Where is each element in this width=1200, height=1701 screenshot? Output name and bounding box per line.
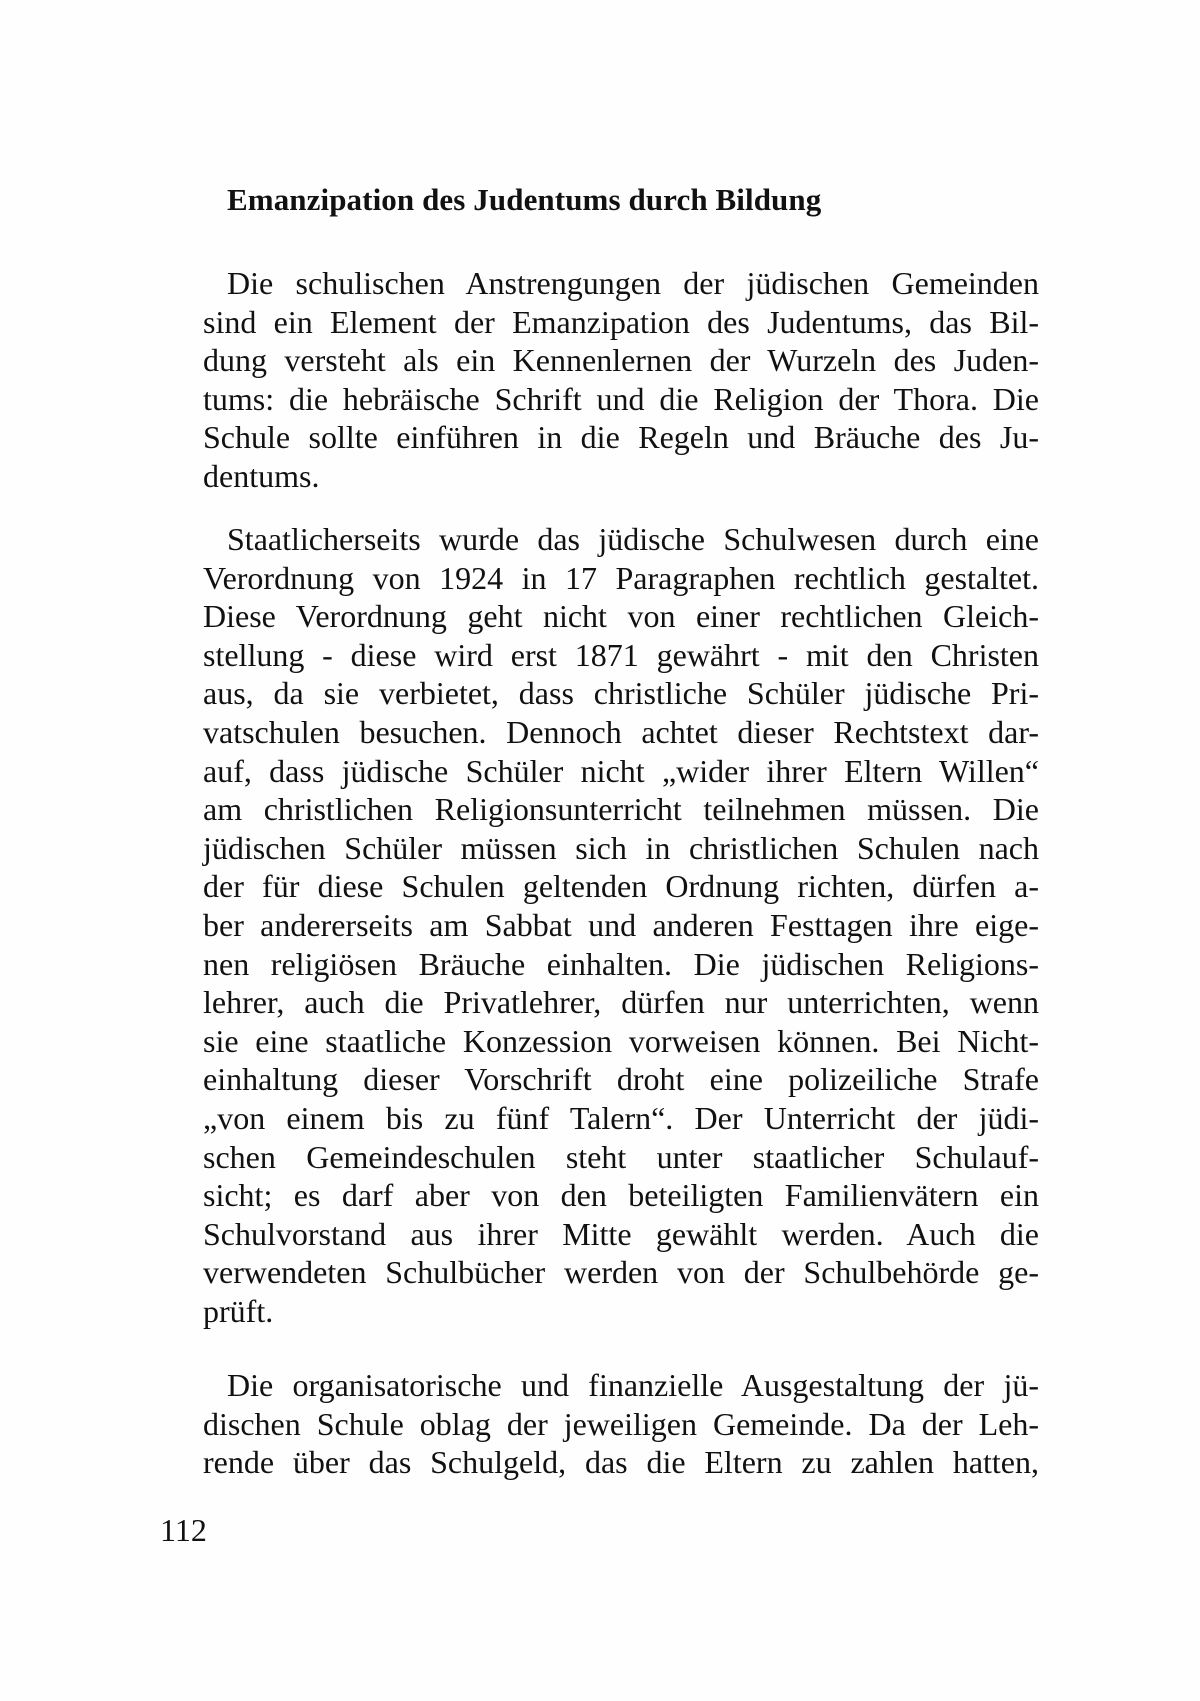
paragraph-1 — [203, 264, 1039, 496]
text-line: verwendeten Schulbücher werden von der Schulbehörde ge- — [203, 1254, 1039, 1291]
text-line: Die organisatorische und finanzielle Ausgestaltung der jü- — [227, 1367, 1039, 1403]
text-line: auf, dass jüdische Schüler nicht „wider ihrer Eltern Willen“ — [203, 752, 1039, 789]
text-line: Staatlicherseits wurde das jüdische Schulwesen durch eine — [227, 521, 1039, 557]
text-line: Diese Verordnung geht nicht von einer rechtlichen Gleich- — [203, 598, 1039, 635]
text-line: jüdischen Schüler müssen sich in christlichen Schulen nach — [203, 829, 1039, 866]
text-line: dischen Schule oblag der jeweiligen Gemeinde. Da der Leh- — [203, 1405, 1039, 1442]
text-line: rende über das Schulgeld, das die Eltern zu zahlen hatten, — [203, 1444, 1039, 1481]
text-line: der für diese Schulen geltenden Ordnung richten, dürfen a- — [203, 868, 1039, 905]
text-line: am christlichen Religionsunterricht teilnehmen müssen. Die — [203, 791, 1039, 828]
text-line: prüft. — [203, 1292, 274, 1329]
text-line: sie eine staatliche Konzession vorweisen können. Bei Nicht- — [203, 1022, 1039, 1059]
paragraph-3 — [203, 1366, 1039, 1482]
text-line: aus, da sie verbietet, dass christliche Schüler jüdische Pri- — [203, 675, 1039, 712]
text-line: vatschulen besuchen. Dennoch achtet dieser Rechtstext dar- — [203, 713, 1039, 750]
text-line: schen Gemeindeschulen steht unter staatlicher Schulauf- — [203, 1138, 1039, 1175]
text-line: sind ein Element der Emanzipation des Judentums, das Bil- — [203, 303, 1039, 340]
text-line: Verordnung von 1924 in 17 Paragraphen rechtlich gestaltet. — [203, 559, 1039, 596]
text-line: dentums. — [203, 457, 320, 494]
text-line: tums: die hebräische Schrift und die Religion der Thora. Die — [203, 380, 1039, 417]
text-line: nen religiösen Bräuche einhalten. Die jüdischen Religions- — [203, 945, 1039, 982]
text-line: einhaltung dieser Vorschrift droht eine polizeiliche Strafe — [203, 1061, 1039, 1098]
text-line: Schulvorstand aus ihrer Mitte gewählt werden. Auch die — [203, 1215, 1039, 1252]
text-line: lehrer, auch die Privatlehrer, dürfen nur unterrichten, wenn — [203, 984, 1039, 1021]
text-line: stellung - diese wird erst 1871 gewährt - mit den Christen — [203, 636, 1039, 673]
text-line: ber andererseits am Sabbat und anderen Festtagen ihre eige- — [203, 906, 1039, 943]
text-line: Die schulischen Anstrengungen der jüdischen Gemeinden — [227, 265, 1039, 301]
section-heading: Emanzipation des Judentums durch Bildung — [227, 182, 822, 217]
page-number: 112 — [160, 1512, 207, 1548]
text-line: „von einem bis zu fünf Talern“. Der Unterricht der jüdi- — [203, 1099, 1039, 1136]
text-line: sicht; es darf aber von den beteiligten Familienvätern ein — [203, 1177, 1039, 1214]
paragraph-2 — [203, 520, 1039, 1330]
text-line: Schule sollte einführen in die Regeln und Bräuche des Ju- — [203, 419, 1039, 456]
text-line: dung versteht als ein Kennenlernen der Wurzeln des Juden- — [203, 342, 1039, 379]
